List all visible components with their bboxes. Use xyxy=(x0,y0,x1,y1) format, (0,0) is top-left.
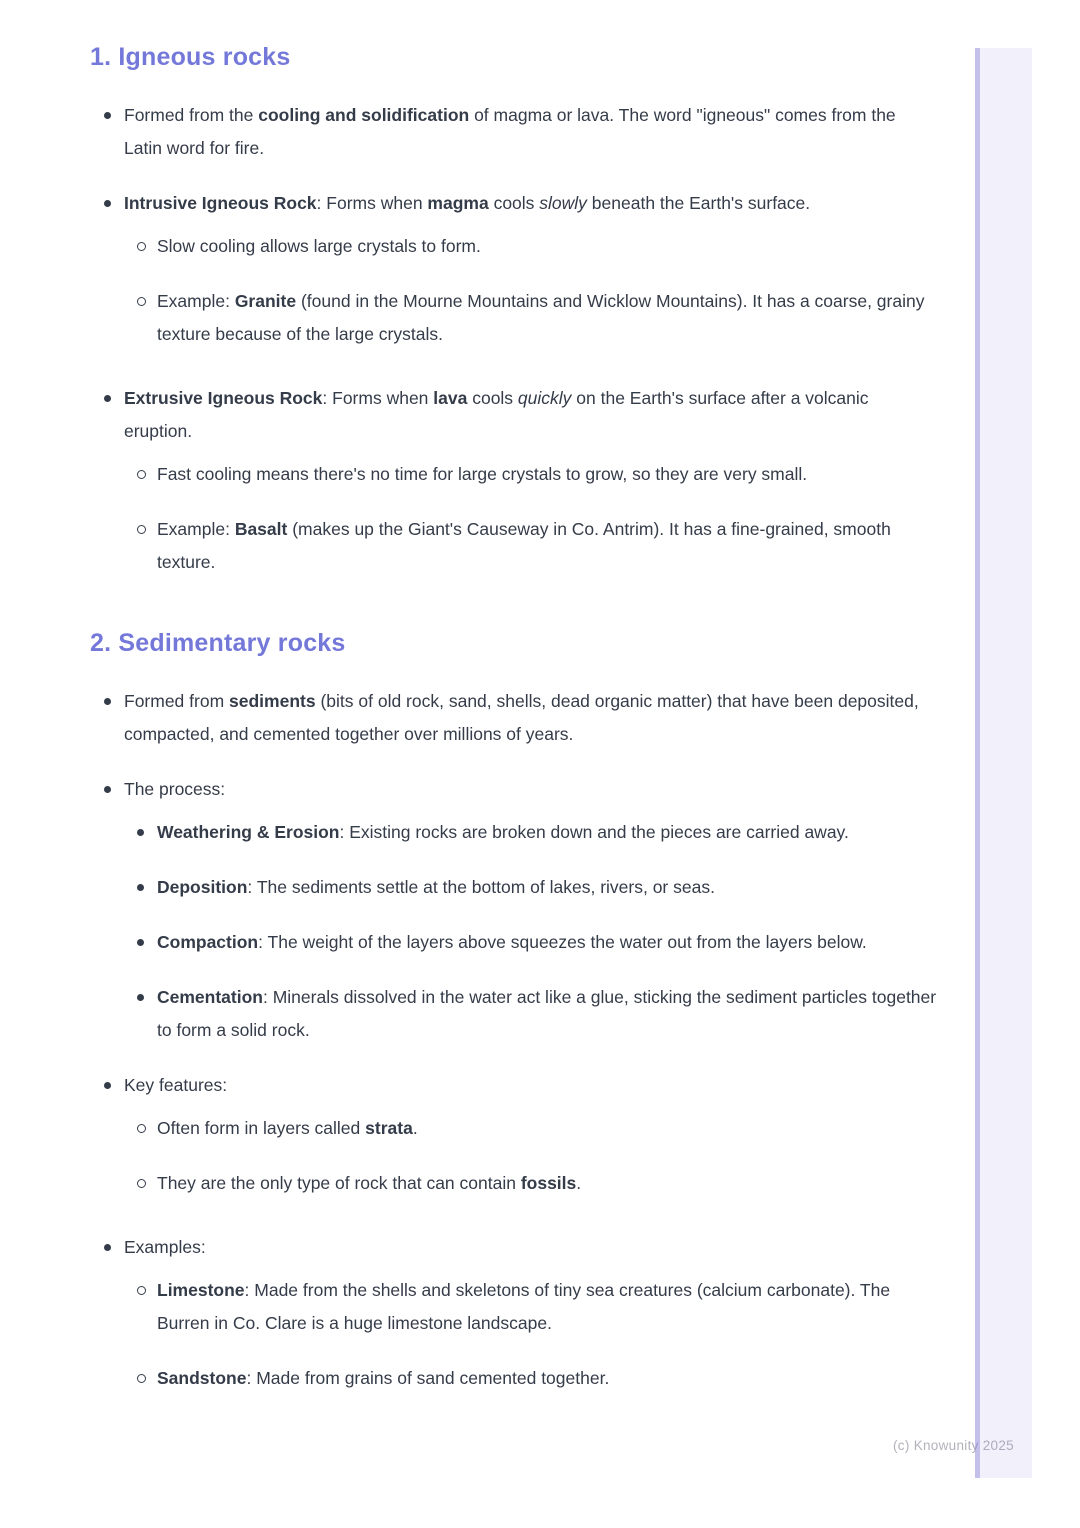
list-item xyxy=(90,926,938,959)
bullet-icon xyxy=(137,884,144,891)
circle-bullet-icon xyxy=(137,1179,146,1188)
bullet-icon xyxy=(104,395,111,402)
list-item xyxy=(90,1274,938,1340)
list-item-text: Sandstone: Made from grains of sand cemented together. xyxy=(157,1368,610,1388)
document-content xyxy=(90,42,938,1417)
section-items xyxy=(90,99,938,601)
circle-bullet-icon xyxy=(137,1124,146,1133)
copyright-watermark: (c) Knowunity 2025 xyxy=(893,1438,1014,1453)
list-item xyxy=(90,816,938,849)
list-item xyxy=(90,513,938,579)
list-item-text: Example: Basalt (makes up the Giant's Causeway in Co. Antrim). It has a fine-grained, smooth texture. xyxy=(157,519,891,572)
circle-bullet-icon xyxy=(137,297,146,306)
circle-bullet-icon xyxy=(137,525,146,534)
list-item-text: Slow cooling allows large crystals to form. xyxy=(157,236,481,256)
bullet-icon xyxy=(104,1082,111,1089)
list-item xyxy=(90,1069,938,1102)
list-item-text: Extrusive Igneous Rock: Forms when lava cools quickly on the Earth's surface after a volcanic eruption. xyxy=(124,388,869,441)
list-item-text: Often form in layers called strata. xyxy=(157,1118,418,1138)
list-item xyxy=(90,382,938,448)
list-item xyxy=(90,1112,938,1145)
list-item-text: Intrusive Igneous Rock: Forms when magma cools slowly beneath the Earth's surface. xyxy=(124,193,811,213)
bullet-icon xyxy=(104,1244,111,1251)
list-item-text: Cementation: Minerals dissolved in the water act like a glue, sticking the sediment particles together to form a solid rock. xyxy=(157,987,937,1040)
bullet-icon xyxy=(137,994,144,1001)
list-item xyxy=(90,1231,938,1264)
section-heading: 1. Igneous rocks xyxy=(90,43,291,71)
list-item-text: Example: Granite (found in the Mourne Mountains and Wicklow Mountains). It has a coarse, grainy texture because of the large crystals. xyxy=(157,291,925,344)
list-item-text: Key features: xyxy=(124,1075,228,1095)
circle-bullet-icon xyxy=(137,1286,146,1295)
bullet-icon xyxy=(137,939,144,946)
list-item xyxy=(90,685,938,751)
list-item xyxy=(90,230,938,263)
document-section xyxy=(90,601,938,1417)
right-side-strip xyxy=(975,48,1032,1478)
list-item xyxy=(90,1167,938,1200)
list-item xyxy=(90,99,938,165)
list-item-text: Fast cooling means there's no time for large crystals to grow, so they are very small. xyxy=(157,464,808,484)
list-item-text: Deposition: The sediments settle at the bottom of lakes, rivers, or seas. xyxy=(157,877,715,897)
list-item-text: Weathering & Erosion: Existing rocks are broken down and the pieces are carried away. xyxy=(157,822,849,842)
list-item xyxy=(90,187,938,220)
list-item-text: Formed from sediments (bits of old rock, sand, shells, dead organic matter) that have been deposited, compacted, and cemented together over millions of years. xyxy=(124,691,919,744)
list-item xyxy=(90,1362,938,1395)
list-item xyxy=(90,871,938,904)
list-item-text: Examples: xyxy=(124,1237,206,1257)
bullet-icon xyxy=(104,786,111,793)
bullet-icon xyxy=(104,698,111,705)
list-item-text: The process: xyxy=(124,779,226,799)
circle-bullet-icon xyxy=(137,242,146,251)
list-item xyxy=(90,981,938,1047)
bullet-icon xyxy=(137,829,144,836)
section-heading: 2. Sedimentary rocks xyxy=(90,629,346,657)
list-item-text: Formed from the cooling and solidification of magma or lava. The word "igneous" comes from the Latin word for fire. xyxy=(124,105,896,158)
section-items xyxy=(90,685,938,1417)
bullet-icon xyxy=(104,112,111,119)
document-section xyxy=(90,42,938,601)
circle-bullet-icon xyxy=(137,470,146,479)
list-item xyxy=(90,458,938,491)
list-item-text: They are the only type of rock that can contain fossils. xyxy=(157,1173,582,1193)
circle-bullet-icon xyxy=(137,1374,146,1383)
list-item-text: Compaction: The weight of the layers above squeezes the water out from the layers below. xyxy=(157,932,867,952)
bullet-icon xyxy=(104,200,111,207)
list-item xyxy=(90,773,938,806)
list-item-text: Limestone: Made from the shells and skeletons of tiny sea creatures (calcium carbonate). The Burren in Co. Clare is a huge limestone landscape. xyxy=(157,1280,891,1333)
list-item xyxy=(90,285,938,351)
